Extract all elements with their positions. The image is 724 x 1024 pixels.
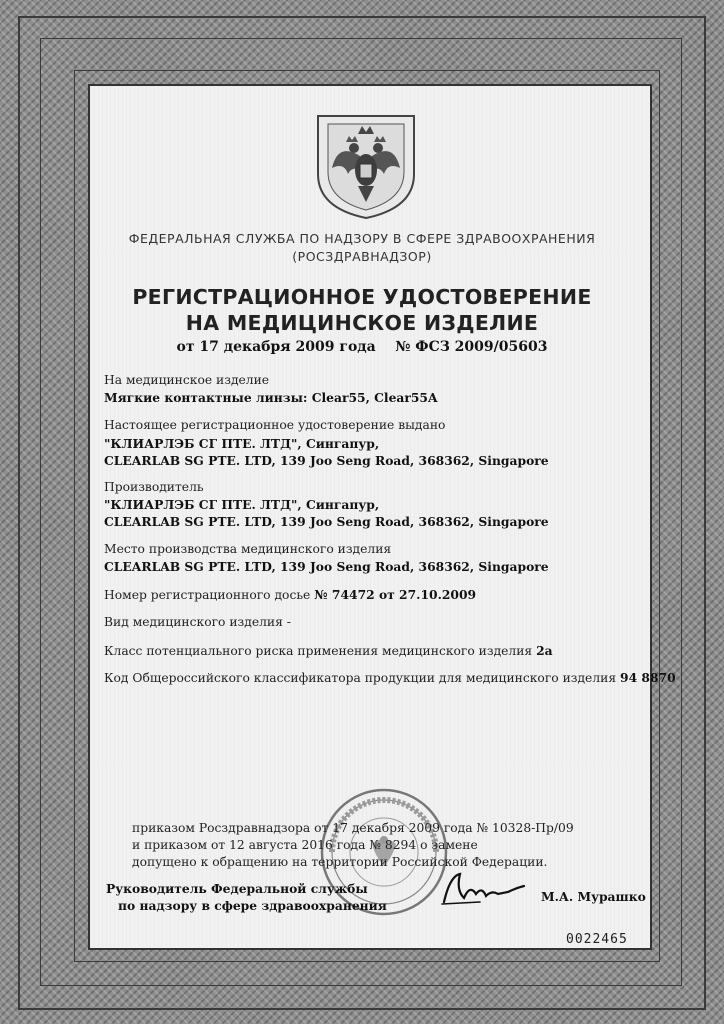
risk-class-label: Класс потенциального риска применения медицинского изделия <box>104 644 533 658</box>
order-line1: приказом Росздравнадзора от 17 декабря 2009 года № 10328-Пр/09 <box>132 821 574 835</box>
production-site-value: CLEARLAB SG PTE. LTD, 139 Joo Seng Road, 368362, Singapore <box>104 559 549 574</box>
risk-class-value: 2а <box>536 643 553 658</box>
manufacturer-label: Производитель <box>104 480 204 494</box>
certificate-number: ФСЗ 2009/05603 <box>415 339 548 355</box>
issued-to-label: Настоящее регистрационное удостоверение выдано <box>104 418 446 432</box>
certificate-date-number <box>0 339 724 355</box>
device-label: На медицинское изделие <box>104 373 270 387</box>
number-sign: № <box>395 339 411 355</box>
issued-to-address: CLEARLAB SG PTE. LTD, 139 Joo Seng Road, 368362, Singapore <box>104 453 549 468</box>
document-title-line1: РЕГИСТРАЦИОННОЕ УДОСТОВЕРЕНИЕ <box>132 285 592 309</box>
okp-code-label: Код Общероссийского классификатора продукции для медицинского изделия <box>104 671 617 685</box>
production-site-label: Место производства медицинского изделия <box>104 542 392 556</box>
signatory-title-line2: по надзору в сфере здравоохранения <box>118 898 387 913</box>
signatory-title-line1: Руководитель Федеральной службы <box>106 881 368 896</box>
risk-class-line <box>104 643 553 658</box>
manufacturer-address: CLEARLAB SG PTE. LTD, 139 Joo Seng Road, 368362, Singapore <box>104 514 549 529</box>
device-type-label: Вид медицинского изделия - <box>104 615 291 629</box>
manufacturer-name-ru: "КЛИАРЛЭБ СГ ПТЕ. ЛТД", Сингапур, <box>104 497 380 512</box>
document-title-line2: НА МЕДИЦИНСКОЕ ИЗДЕЛИЕ <box>185 311 539 335</box>
date-prefix: от <box>176 339 195 355</box>
order-line3: допущено к обращению на территории Российской Федерации. <box>132 855 548 869</box>
issue-date: 17 декабря 2009 года <box>199 339 376 355</box>
dossier-value: № 74472 от 27.10.2009 <box>314 587 477 602</box>
dossier-label: Номер регистрационного досье <box>104 588 311 602</box>
device-value: Мягкие контактные линзы: Clear55, Clear55A <box>104 390 438 405</box>
agency-abbreviation: (РОСЗДРАВНАДЗОР) <box>292 249 432 264</box>
agency-name: ФЕДЕРАЛЬНАЯ СЛУЖБА ПО НАДЗОРУ В СФЕРЕ ЗДРАВООХРАНЕНИЯ <box>128 231 596 246</box>
issued-to-name-ru: "КЛИАРЛЭБ СГ ПТЕ. ЛТД", Сингапур, <box>104 436 380 451</box>
dossier-line <box>104 587 476 602</box>
okp-code-line <box>104 670 676 685</box>
signatory-name: М.А. Мурашко <box>541 889 646 904</box>
order-line2: и приказом от 12 августа 2016 года № 8294 о замене <box>132 838 478 852</box>
coat-of-arms-emblem <box>314 112 418 220</box>
okp-code-value: 94 8870 <box>620 670 676 685</box>
form-serial-number: 0022465 <box>566 932 628 947</box>
handwritten-signature <box>436 868 528 908</box>
